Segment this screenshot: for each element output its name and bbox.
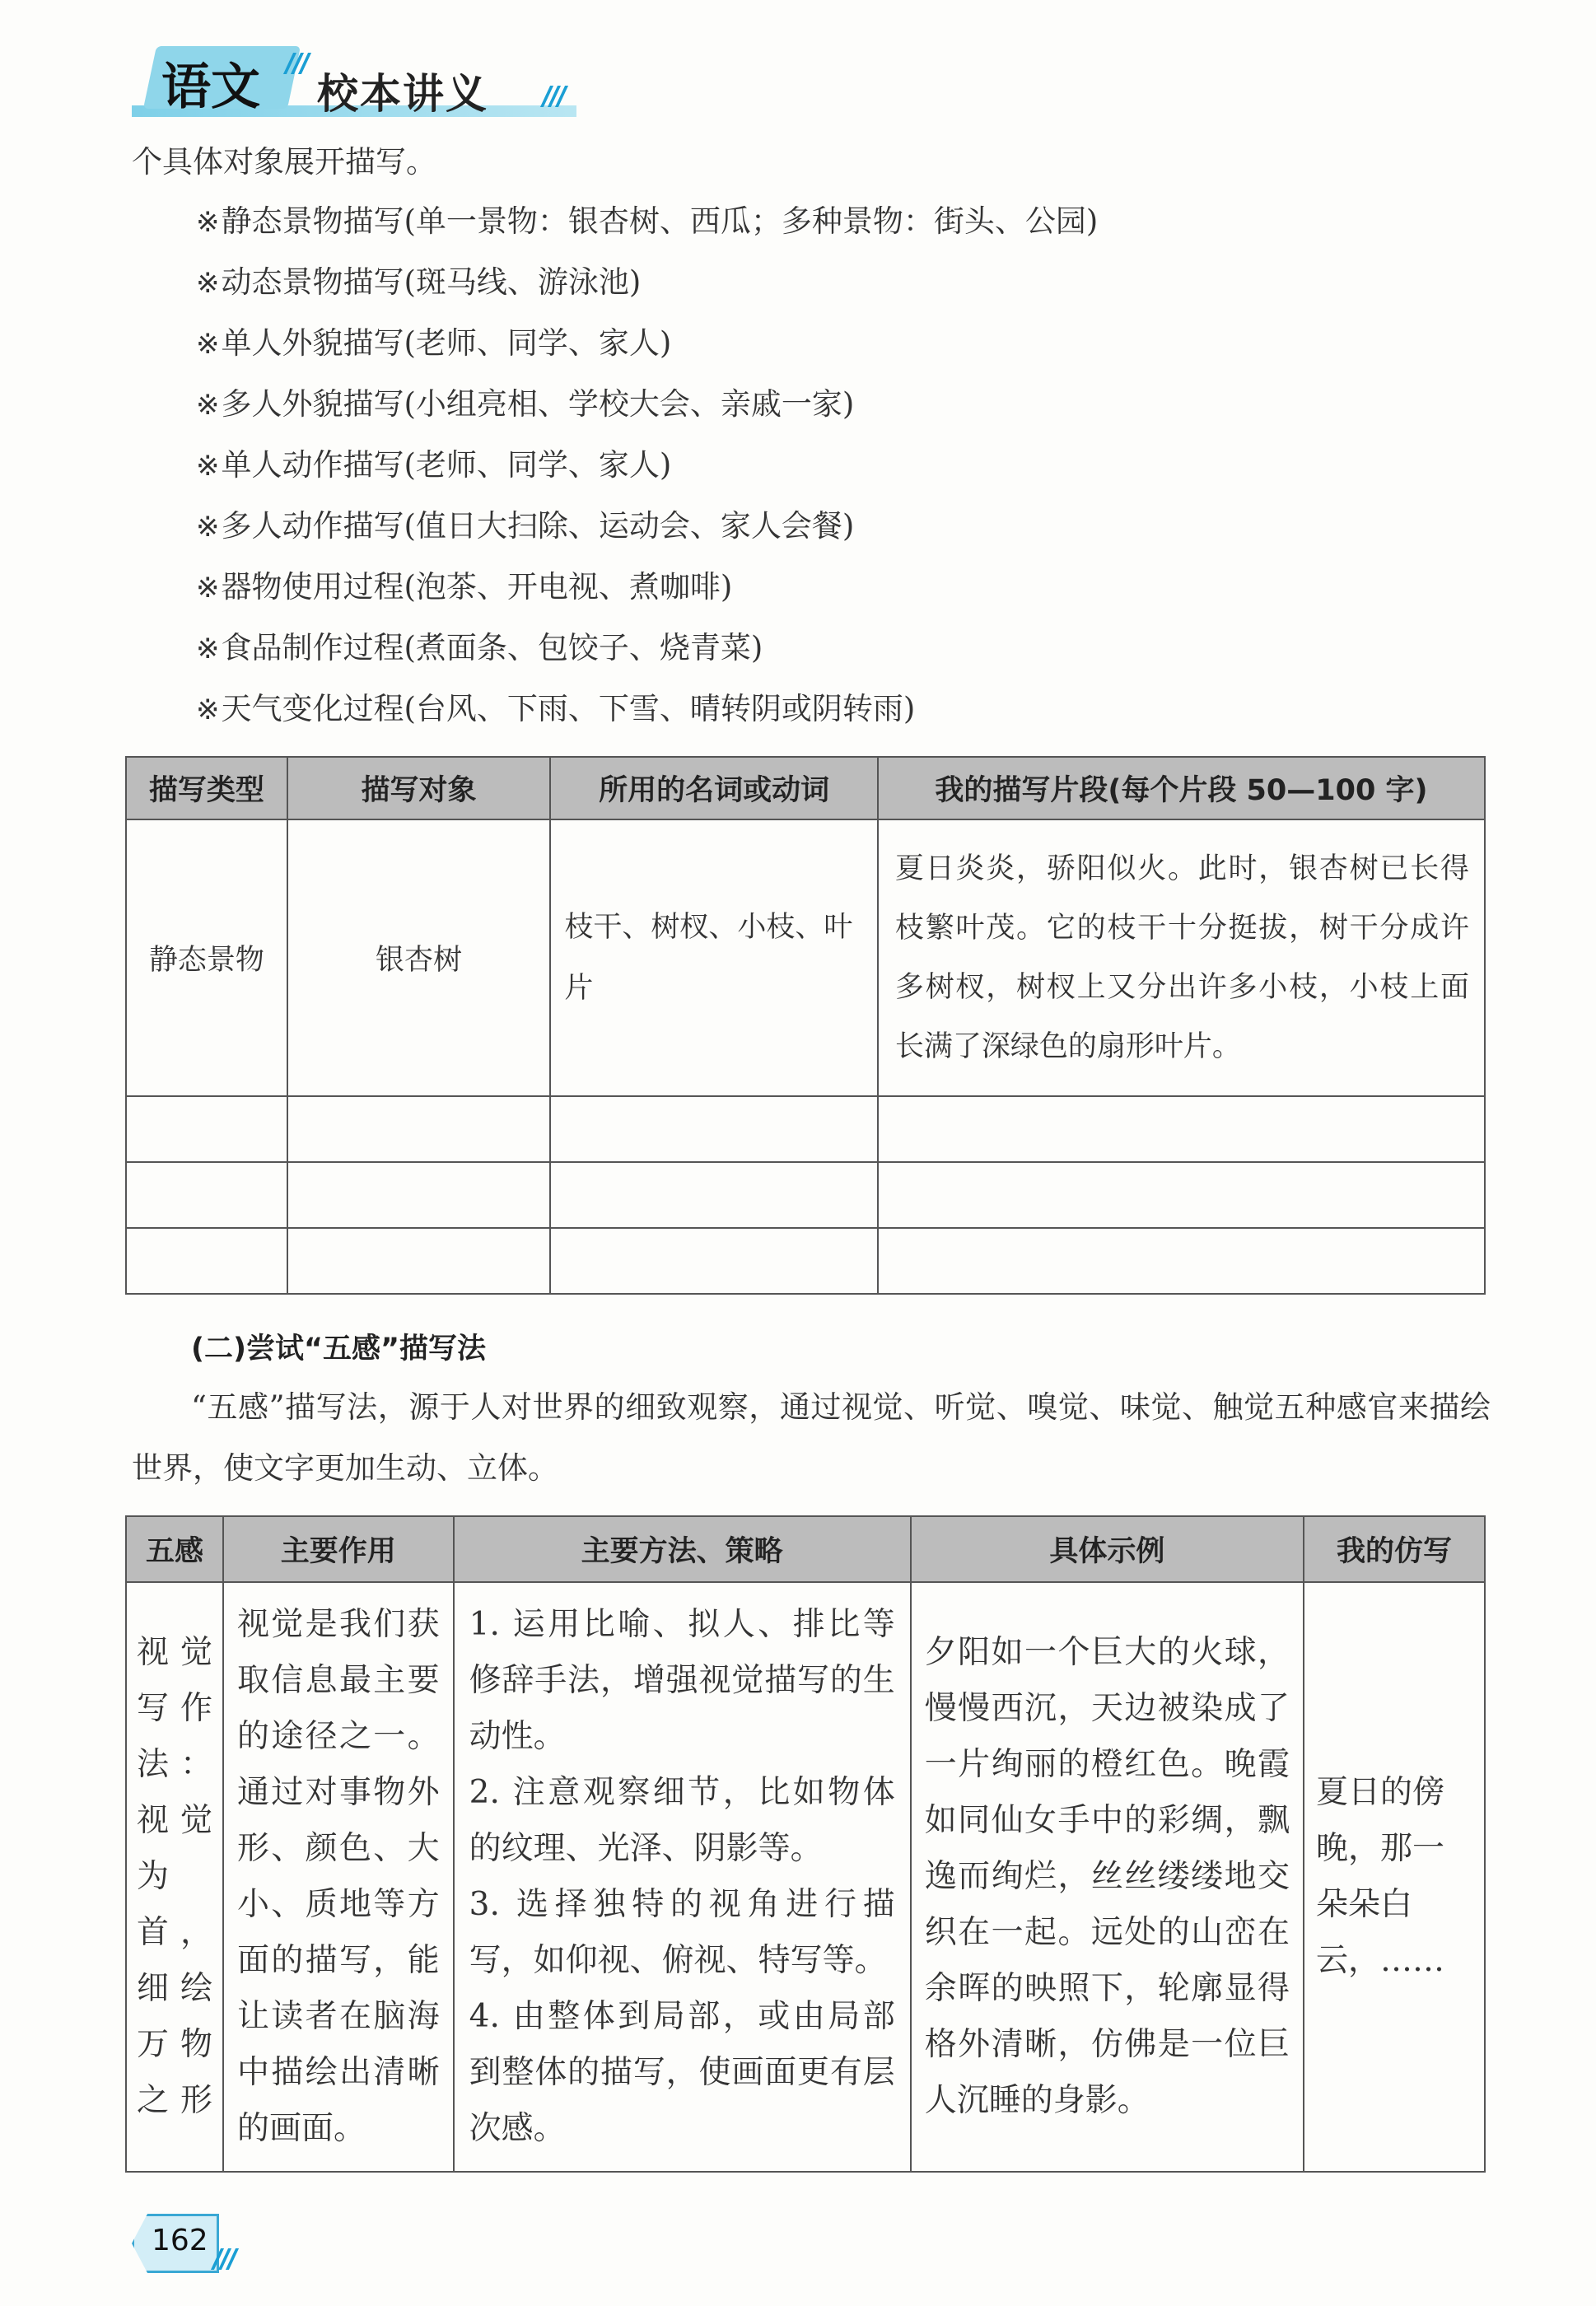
page-header [132, 43, 593, 125]
blank-cell[interactable] [878, 1096, 1485, 1162]
intro-text: 个具体对象展开描写。 [132, 144, 436, 180]
blank-cell[interactable] [878, 1228, 1485, 1294]
blank-cell[interactable] [287, 1096, 551, 1162]
list-item: ※静态景物描写(单一景物：银杏树、西瓜；多种景物：街头、公园) [196, 203, 1099, 239]
page-number-badge [132, 2214, 222, 2273]
table-row-blank [126, 1228, 1485, 1294]
reference-mark-icon: ※ [196, 328, 220, 361]
column-header: 所用的名词或动词 [550, 757, 878, 819]
description-practice-table [125, 756, 1486, 1295]
blank-cell[interactable] [126, 1228, 287, 1294]
description-object-cell: 银杏树 [287, 819, 551, 1096]
description-paragraph-cell: 夏日炎炎，骄阳似火。此时，银杏树已长得枝繁叶茂。它的枝干十分挺拔，树干分成许多树杈，树杈上又分出许多小枝，小枝上面长满了深绿色的扇形叶片。 [878, 819, 1485, 1096]
methods-cell [454, 1582, 911, 2172]
list-item: ※器物使用过程(泡茶、开电视、煮咖啡) [196, 569, 733, 605]
list-item: ※单人外貌描写(老师、同学、家人) [196, 325, 672, 361]
column-header: 具体示例 [911, 1516, 1304, 1582]
table-row [126, 1582, 1485, 2172]
table-header-row [126, 757, 1485, 819]
column-header: 五感 [126, 1516, 223, 1582]
list-item: ※天气变化过程(台风、下雨、下雪、晴转阴或阴转雨) [196, 691, 916, 726]
header-subtitle: 校本讲义 [317, 70, 488, 118]
my-imitation-cell[interactable]: 夏日的傍晚，那一朵朵白云，…… [1304, 1582, 1485, 2172]
column-header: 描写类型 [126, 757, 287, 819]
column-header: 主要方法、策略 [454, 1516, 911, 1582]
column-header: 描写对象 [287, 757, 551, 819]
reference-mark-icon: ※ [196, 450, 220, 483]
list-item: ※食品制作过程(煮面条、包饺子、烧青菜) [196, 630, 763, 665]
method-item: 4. 由整体到局部，或由局部到整体的描写，使画面更有层次感。 [469, 1998, 895, 2147]
reference-mark-icon: ※ [196, 693, 220, 726]
list-item: ※多人外貌描写(小组亮相、学校大会、亲戚一家) [196, 386, 855, 422]
blank-cell[interactable] [287, 1162, 551, 1228]
footer-slash-decoration [216, 2248, 238, 2273]
reference-mark-icon: ※ [196, 633, 220, 665]
five-senses-table [125, 1515, 1486, 2173]
page-number: 162 [152, 2224, 208, 2257]
list-item: ※多人动作描写(值日大扫除、运动会、家人会餐) [196, 508, 855, 544]
blank-cell[interactable] [287, 1228, 551, 1294]
reference-mark-icon: ※ [196, 206, 220, 239]
header-slash-decoration-2 [545, 86, 567, 110]
section-description: “五感”描写法，源于人对世界的细致观察，通过视觉、听觉、嗅觉、味觉、触觉五种感官来描绘世界，使文字更加生动、立体。 [132, 1389, 1491, 1486]
example-cell: 夕阳如一个巨大的火球，慢慢西沉，天边被染成了一片绚丽的橙红色。晚霞如同仙女手中的彩绸，飘逸而绚烂，丝丝缕缕地交织在一起。远处的山峦在余晖的映照下，轮廓显得格外清晰，仿佛是一位巨人沉睡的身影。 [911, 1582, 1304, 2172]
column-header: 我的仿写 [1304, 1516, 1485, 1582]
list-item: ※单人动作描写(老师、同学、家人) [196, 447, 672, 483]
reference-mark-icon: ※ [196, 267, 220, 300]
blank-cell[interactable] [878, 1162, 1485, 1228]
table-header-row [126, 1516, 1485, 1582]
blank-cell[interactable] [550, 1162, 878, 1228]
section-title: (二)尝试“五感”描写法 [191, 1333, 486, 1365]
column-header: 我的描写片段(每个片段 50—100 字) [878, 757, 1485, 819]
table-row [126, 819, 1485, 1096]
method-item: 1. 运用比喻、拟人、排比等修辞手法，增强视觉描写的生动性。 [469, 1606, 895, 1755]
sense-cell: 视觉写作法：视觉为首，细绘万物之形 [126, 1582, 223, 2172]
blank-cell[interactable] [126, 1096, 287, 1162]
list-item: ※动态景物描写(斑马线、游泳池) [196, 264, 642, 300]
table-row-blank [126, 1096, 1485, 1162]
blank-cell[interactable] [550, 1228, 878, 1294]
method-item: 3. 选择独特的视角进行描写，如仰视、俯视、特写等。 [469, 1886, 895, 1979]
description-type-cell: 静态景物 [126, 819, 287, 1096]
description-type-list [196, 201, 1098, 749]
column-header: 主要作用 [223, 1516, 454, 1582]
header-slash-decoration-1 [288, 53, 310, 77]
table-row-blank [126, 1162, 1485, 1228]
reference-mark-icon: ※ [196, 389, 220, 422]
words-used-cell: 枝干、树杈、小枝、叶片 [550, 819, 878, 1096]
blank-cell[interactable] [550, 1096, 878, 1162]
header-logo-text: 语文 [161, 58, 260, 116]
reference-mark-icon: ※ [196, 511, 220, 544]
main-role-cell: 视觉是我们获取信息最主要的途径之一。通过对事物外形、颜色、大小、质地等方面的描写，能让读者在脑海中描绘出清晰的画面。 [223, 1582, 454, 2172]
blank-cell[interactable] [126, 1162, 287, 1228]
method-item: 2. 注意观察细节，比如物体的纹理、光泽、阴影等。 [469, 1774, 895, 1867]
reference-mark-icon: ※ [196, 572, 220, 605]
